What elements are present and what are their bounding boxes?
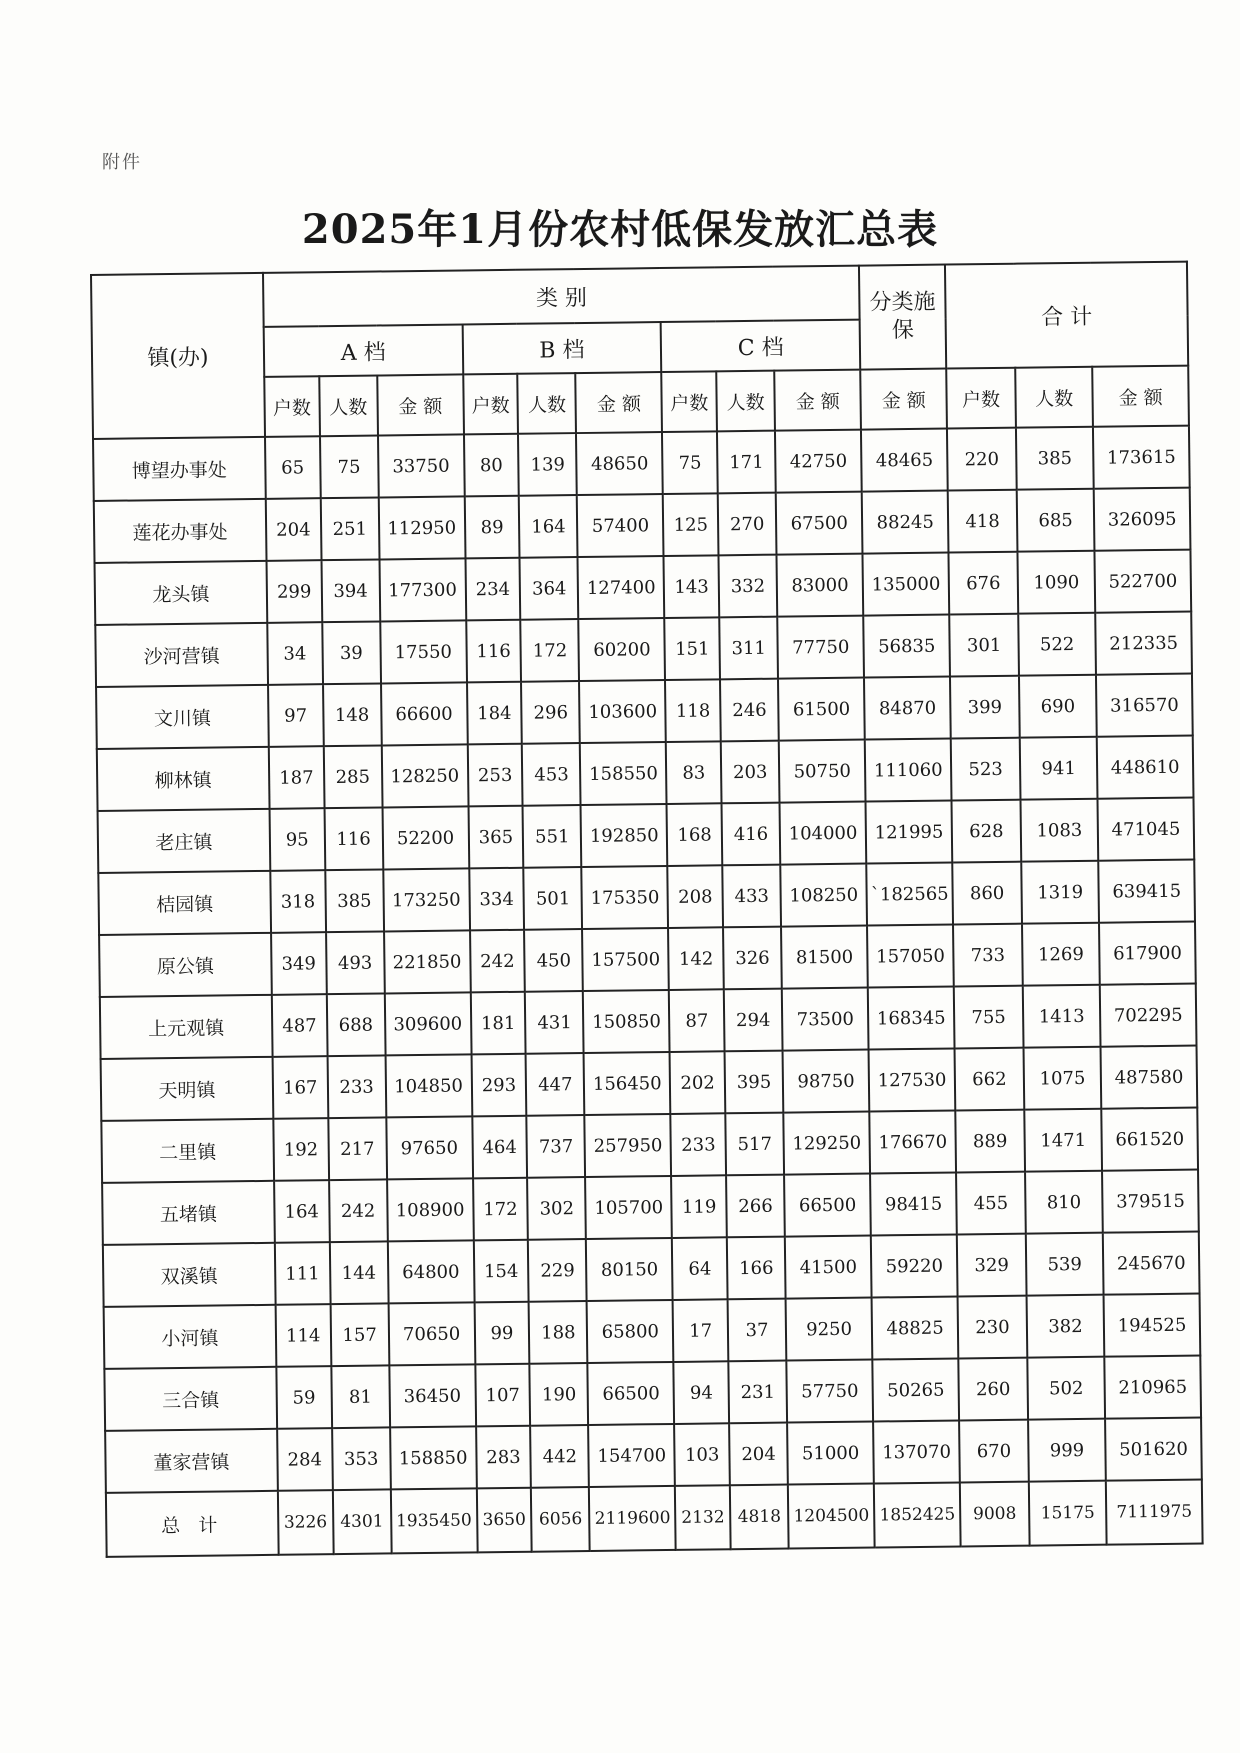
cell-total-persons: 15175	[1029, 1481, 1107, 1546]
cell-b-households: 89	[464, 496, 520, 559]
cell-fenlei-amount: 121995	[866, 801, 953, 864]
cell-c-households: 103	[674, 1423, 730, 1486]
cell-c-persons: 246	[720, 679, 779, 742]
cell-b-amount: 60200	[579, 618, 666, 681]
cell-total-amount: 210965	[1105, 1356, 1202, 1419]
cell-total-amount: 245670	[1103, 1232, 1200, 1295]
cell-total-persons: 1471	[1024, 1109, 1102, 1172]
cell-town-name: 五堵镇	[102, 1181, 275, 1245]
cell-c-amount: 57750	[786, 1360, 873, 1423]
b-households-header: 户数	[463, 374, 519, 435]
cell-a-amount: 108900	[387, 1178, 474, 1241]
cell-a-persons: 148	[323, 683, 382, 746]
cell-c-persons: 395	[725, 1051, 784, 1114]
cell-b-persons: 551	[523, 805, 582, 868]
cell-a-households: 487	[272, 994, 328, 1057]
cell-a-amount: 33750	[378, 434, 465, 497]
cell-b-persons: 501	[524, 867, 583, 930]
cell-c-households: 119	[671, 1175, 727, 1238]
cell-total-amount: 173615	[1093, 426, 1190, 489]
cell-a-persons: 353	[332, 1427, 391, 1490]
cell-a-households: 114	[275, 1304, 331, 1367]
cell-b-households: 242	[470, 930, 526, 993]
cell-b-persons: 164	[519, 495, 578, 558]
cell-b-households: 172	[473, 1178, 529, 1241]
cell-c-households: 118	[665, 679, 721, 742]
cell-c-amount: 129250	[783, 1112, 870, 1175]
cell-total-households: 755	[954, 986, 1024, 1049]
cell-town-name: 莲花办事处	[94, 499, 267, 563]
cell-b-households: 283	[476, 1426, 532, 1489]
cell-a-households: 318	[270, 870, 326, 933]
cell-b-households: 234	[465, 558, 521, 621]
cell-b-amount: 156450	[584, 1052, 671, 1115]
cell-c-amount: 73500	[782, 988, 869, 1051]
grade-b-header: B 档	[462, 322, 661, 374]
cell-fenlei-amount: 98415	[870, 1172, 957, 1235]
cell-total-amount: 639415	[1098, 860, 1195, 923]
cell-town-name: 老庄镇	[98, 809, 271, 873]
cell-a-persons: 217	[328, 1117, 387, 1180]
cell-a-persons: 493	[326, 931, 385, 994]
cell-c-households: 208	[668, 865, 724, 928]
cell-b-amount: 65800	[587, 1300, 674, 1363]
cell-b-households: 116	[466, 620, 522, 683]
cell-a-amount: 97650	[386, 1116, 473, 1179]
cell-total-persons: 685	[1017, 489, 1095, 552]
b-persons-header: 人数	[518, 373, 577, 434]
cell-total-amount: 316570	[1096, 674, 1193, 737]
cell-total-amount: 194525	[1104, 1294, 1201, 1357]
cell-town-name: 上元观镇	[100, 995, 273, 1059]
cell-c-persons: 171	[717, 431, 776, 494]
cell-total-households: 220	[947, 428, 1017, 491]
cell-c-households: 17	[673, 1299, 729, 1362]
cell-total-households: 662	[955, 1048, 1025, 1111]
cell-total-households: 733	[953, 924, 1023, 987]
cell-total-amount: 702295	[1100, 984, 1197, 1047]
cell-total-households: 523	[951, 738, 1021, 801]
cell-total-persons: 382	[1026, 1295, 1104, 1358]
document-title: 2025年1月份农村低保发放汇总表	[301, 206, 939, 253]
cell-a-households: 111	[275, 1242, 331, 1305]
cell-b-persons: 450	[524, 929, 583, 992]
b-amount-header: 金 额	[576, 372, 663, 433]
cell-a-households: 3226	[278, 1490, 334, 1555]
cell-fenlei-amount: 48465	[861, 429, 948, 492]
cell-c-persons: 37	[728, 1299, 787, 1362]
category-header: 类 别	[263, 266, 860, 327]
cell-b-persons: 737	[527, 1115, 586, 1178]
cell-a-amount: 128250	[381, 744, 468, 807]
cell-a-amount: 52200	[382, 806, 469, 869]
total-persons-header: 人数	[1015, 367, 1093, 428]
cell-total-persons: 539	[1026, 1233, 1104, 1296]
cell-c-amount: 1204500	[788, 1484, 875, 1549]
cell-fenlei-amount: 88245	[862, 491, 949, 554]
cell-town-name: 原公镇	[99, 933, 272, 997]
cell-total-persons: 1319	[1021, 861, 1099, 924]
cell-b-households: 80	[464, 434, 520, 497]
cell-c-amount: 61500	[778, 678, 865, 741]
cell-total-persons: 941	[1020, 737, 1098, 800]
cell-total-households: 399	[950, 676, 1020, 739]
cell-total-households: 455	[956, 1172, 1026, 1235]
total-header: 合 计	[945, 262, 1188, 369]
cell-b-persons: 229	[528, 1239, 587, 1302]
cell-b-amount: 57400	[577, 494, 664, 557]
cell-b-households: 181	[470, 992, 526, 1055]
cell-b-amount: 127400	[578, 556, 665, 619]
cell-total-persons: 1075	[1023, 1047, 1101, 1110]
cell-a-households: 65	[265, 436, 321, 499]
cell-a-amount: 1935450	[391, 1488, 478, 1553]
cell-town-name: 桔园镇	[98, 871, 271, 935]
cell-town-name: 文川镇	[96, 685, 269, 749]
cell-total-amount: 7111975	[1106, 1480, 1203, 1545]
cell-total-amount: 522700	[1095, 550, 1192, 613]
cell-fenlei-amount: 56835	[863, 615, 950, 678]
cell-a-households: 167	[272, 1056, 328, 1119]
cell-a-amount: 221850	[384, 930, 471, 993]
cell-town-name: 双溪镇	[103, 1243, 276, 1307]
cell-b-amount: 192850	[581, 804, 668, 867]
cell-c-households: 151	[665, 617, 721, 680]
cell-total-amount: 326095	[1094, 488, 1191, 551]
cell-a-amount: 70650	[388, 1302, 475, 1365]
cell-fenlei-amount: 176670	[869, 1110, 956, 1173]
cell-c-amount: 51000	[787, 1422, 874, 1485]
attachment-label: 附件	[102, 152, 142, 173]
cell-b-persons: 364	[520, 557, 579, 620]
cell-a-persons: 75	[320, 435, 379, 498]
cell-c-households: 64	[672, 1237, 728, 1300]
cell-c-persons: 416	[722, 803, 781, 866]
cell-a-persons: 157	[330, 1303, 389, 1366]
cell-b-households: 107	[475, 1364, 531, 1427]
cell-fenlei-amount: 48825	[872, 1296, 959, 1359]
cell-c-persons: 166	[727, 1237, 786, 1300]
cell-b-persons: 453	[522, 743, 581, 806]
cell-c-households: 125	[663, 493, 719, 556]
cell-total-amount: 487580	[1101, 1046, 1198, 1109]
cell-a-households: 34	[267, 622, 323, 685]
cell-b-amount: 80150	[586, 1238, 673, 1301]
cell-total-amount: 617900	[1099, 922, 1196, 985]
cell-c-households: 142	[668, 927, 724, 990]
total-households-header: 户数	[946, 368, 1015, 429]
cell-c-households: 143	[664, 555, 720, 618]
cell-b-amount: 103600	[579, 680, 666, 743]
cell-total-persons: 690	[1019, 675, 1097, 738]
cell-c-households: 2132	[675, 1485, 731, 1550]
cell-total-households: 628	[952, 800, 1022, 863]
cell-total-persons: 1413	[1023, 985, 1101, 1048]
town-column-header: 镇(办)	[91, 273, 265, 439]
cell-fenlei-amount: 59220	[871, 1234, 958, 1297]
cell-c-persons: 270	[718, 493, 777, 556]
fenlei-shibao-header: 分类施保	[859, 265, 946, 370]
cell-fenlei-amount: 137070	[873, 1420, 960, 1483]
cell-total-households: 301	[949, 614, 1019, 677]
cell-total-amount: 471045	[1098, 798, 1195, 861]
cell-b-persons: 172	[521, 619, 580, 682]
cell-total-amount: 212335	[1095, 612, 1192, 675]
cell-a-persons: 4301	[333, 1489, 392, 1554]
cell-total-amount: 448610	[1097, 736, 1194, 799]
cell-b-persons: 139	[518, 433, 577, 496]
cell-a-households: 97	[268, 684, 324, 747]
cell-b-households: 3650	[476, 1488, 532, 1553]
cell-town-name: 小河镇	[104, 1305, 277, 1369]
cell-b-amount: 66500	[588, 1362, 675, 1425]
cell-a-persons: 242	[329, 1179, 388, 1242]
cell-a-persons: 39	[322, 621, 381, 684]
cell-a-persons: 144	[330, 1241, 389, 1304]
cell-total-households: 418	[948, 490, 1018, 553]
cell-c-persons: 4818	[730, 1485, 789, 1550]
cell-total-persons: 1090	[1017, 551, 1095, 614]
cell-a-amount: 158850	[390, 1426, 477, 1489]
cell-total-households: 676	[949, 552, 1019, 615]
cell-a-households: 349	[271, 932, 327, 995]
cell-total-households: 329	[957, 1234, 1027, 1297]
cell-a-amount: 36450	[389, 1364, 476, 1427]
cell-b-persons: 188	[529, 1301, 588, 1364]
cell-fenlei-amount: 168345	[868, 986, 955, 1049]
cell-total-households: 9008	[960, 1482, 1030, 1547]
cell-fenlei-amount: 84870	[864, 677, 951, 740]
cell-a-households: 284	[277, 1428, 333, 1491]
cell-b-households: 334	[469, 868, 525, 931]
cell-a-households: 299	[266, 560, 322, 623]
cell-total-households: 889	[955, 1110, 1025, 1173]
cell-a-amount: 66600	[381, 682, 468, 745]
cell-town-name: 二里镇	[101, 1119, 274, 1183]
cell-a-households: 204	[266, 498, 322, 561]
cell-total-amount: 501620	[1105, 1418, 1202, 1481]
cell-total-persons: 522	[1018, 613, 1096, 676]
cell-c-persons: 517	[725, 1113, 784, 1176]
cell-fenlei-amount: 50265	[873, 1358, 960, 1421]
cell-fenlei-amount: 1852425	[874, 1482, 961, 1547]
cell-b-amount: 157500	[582, 928, 669, 991]
cell-town-name: 柳林镇	[97, 747, 270, 811]
cell-c-amount: 50750	[779, 740, 866, 803]
cell-b-persons: 296	[521, 681, 580, 744]
cell-a-households: 59	[276, 1366, 332, 1429]
a-amount-header: 金 额	[377, 374, 464, 435]
cell-total-households: 860	[952, 862, 1022, 925]
cell-town-name: 天明镇	[101, 1057, 274, 1121]
cell-fenlei-amount: 111060	[865, 739, 952, 802]
total-row	[106, 1480, 1203, 1557]
cell-a-households: 95	[269, 808, 325, 871]
cell-a-persons: 285	[323, 745, 382, 808]
cell-c-persons: 294	[724, 989, 783, 1052]
c-households-header: 户数	[662, 371, 718, 432]
cell-a-persons: 116	[324, 807, 383, 870]
a-households-header: 户数	[264, 376, 320, 437]
cell-total-persons: 502	[1027, 1357, 1105, 1420]
cell-a-persons: 394	[321, 559, 380, 622]
cell-c-households: 75	[662, 431, 718, 494]
a-persons-header: 人数	[319, 376, 378, 437]
cell-town-name: 三合镇	[104, 1367, 277, 1431]
cell-fenlei-amount: `182565	[866, 863, 953, 926]
cell-c-amount: 104000	[780, 802, 867, 865]
cell-c-amount: 77750	[777, 616, 864, 679]
cell-b-persons: 442	[530, 1425, 589, 1488]
cell-b-amount: 48650	[576, 432, 663, 495]
cell-b-persons: 447	[526, 1053, 585, 1116]
cell-a-amount: 173250	[383, 868, 470, 931]
cell-c-persons: 204	[729, 1423, 788, 1486]
c-persons-header: 人数	[716, 371, 775, 432]
cell-a-persons: 385	[325, 869, 384, 932]
cell-c-amount: 83000	[777, 554, 864, 617]
cell-b-amount: 105700	[585, 1176, 672, 1239]
cell-total-persons: 999	[1028, 1419, 1106, 1482]
cell-total-households: 260	[958, 1358, 1028, 1421]
cell-b-amount: 154700	[588, 1424, 675, 1487]
cell-total-persons: 385	[1016, 427, 1094, 490]
cell-c-persons: 203	[721, 741, 780, 804]
cell-b-amount: 257950	[585, 1114, 672, 1177]
cell-b-amount: 175350	[582, 866, 669, 929]
fenlei-amount-header: 金 额	[860, 369, 947, 430]
cell-total-households: 670	[959, 1420, 1029, 1483]
cell-a-persons: 688	[326, 993, 385, 1056]
cell-a-amount: 112950	[378, 496, 465, 559]
cell-c-amount: 67500	[776, 492, 863, 555]
cell-c-persons: 266	[726, 1175, 785, 1238]
cell-a-households: 192	[273, 1118, 329, 1181]
cell-a-amount: 177300	[379, 558, 466, 621]
cell-town-name: 董家营镇	[105, 1429, 278, 1493]
cell-a-amount: 17550	[380, 620, 467, 683]
cell-total-amount: 661520	[1101, 1108, 1198, 1171]
cell-c-amount: 98750	[783, 1050, 870, 1113]
cell-c-households: 94	[674, 1361, 730, 1424]
cell-b-amount: 150850	[583, 990, 670, 1053]
cell-c-persons: 433	[722, 865, 781, 928]
cell-b-households: 253	[467, 744, 523, 807]
cell-c-amount: 9250	[786, 1298, 873, 1361]
cell-b-households: 365	[468, 806, 524, 869]
cell-c-households: 83	[666, 741, 722, 804]
cell-total-households: 230	[958, 1296, 1028, 1359]
total-row-label: 总 计	[106, 1491, 279, 1557]
cell-total-persons: 1083	[1020, 799, 1098, 862]
cell-fenlei-amount: 157050	[867, 925, 954, 988]
cell-fenlei-amount: 127530	[869, 1048, 956, 1111]
c-amount-header: 金 额	[774, 370, 861, 431]
cell-c-amount: 108250	[780, 864, 867, 927]
cell-b-persons: 431	[525, 991, 584, 1054]
cell-a-amount: 309600	[384, 992, 471, 1055]
cell-total-amount: 379515	[1102, 1170, 1199, 1233]
cell-c-persons: 326	[723, 927, 782, 990]
cell-a-households: 187	[269, 746, 325, 809]
cell-c-amount: 81500	[781, 926, 868, 989]
cell-b-households: 464	[472, 1116, 528, 1179]
cell-a-persons: 81	[331, 1365, 390, 1428]
cell-b-households: 154	[473, 1240, 529, 1303]
cell-town-name: 博望办事处	[93, 437, 266, 501]
cell-a-households: 164	[274, 1180, 330, 1243]
grade-c-header: C 档	[661, 320, 860, 372]
cell-total-persons: 1269	[1022, 923, 1100, 986]
cell-fenlei-amount: 135000	[863, 553, 950, 616]
cell-c-persons: 231	[728, 1361, 787, 1424]
total-amount-header: 金 额	[1092, 366, 1189, 427]
cell-c-amount: 66500	[784, 1174, 871, 1237]
cell-b-persons: 6056	[531, 1487, 590, 1552]
cell-b-persons: 302	[527, 1177, 586, 1240]
relief-summary-table	[90, 261, 1204, 1558]
cell-b-persons: 190	[530, 1363, 589, 1426]
cell-town-name: 龙头镇	[95, 561, 268, 625]
cell-c-households: 202	[670, 1051, 726, 1114]
cell-a-persons: 233	[327, 1055, 386, 1118]
cell-town-name: 沙河营镇	[95, 623, 268, 687]
cell-b-amount: 158550	[580, 742, 667, 805]
cell-c-persons: 332	[719, 555, 778, 618]
cell-b-households: 99	[474, 1302, 530, 1365]
cell-c-amount: 42750	[775, 430, 862, 493]
cell-c-amount: 41500	[785, 1236, 872, 1299]
cell-a-amount: 64800	[388, 1240, 475, 1303]
cell-b-amount: 2119600	[589, 1486, 676, 1551]
grade-a-header: A 档	[264, 324, 463, 376]
cell-a-amount: 104850	[385, 1054, 472, 1117]
cell-c-persons: 311	[719, 617, 778, 680]
cell-a-persons: 251	[320, 497, 379, 560]
cell-c-households: 87	[669, 989, 725, 1052]
cell-b-households: 293	[471, 1054, 527, 1117]
cell-c-households: 233	[671, 1113, 727, 1176]
cell-total-persons: 810	[1025, 1171, 1103, 1234]
table-body	[93, 426, 1202, 1493]
cell-b-households: 184	[467, 682, 523, 745]
cell-c-households: 168	[667, 803, 723, 866]
